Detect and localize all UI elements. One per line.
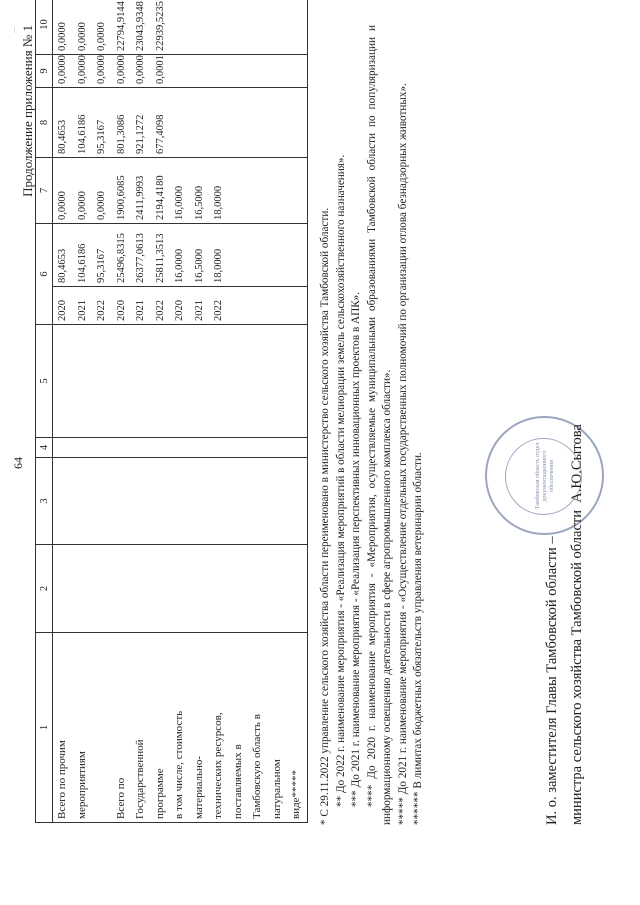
table-cell: 22939,5235 (151, 0, 171, 55)
table-cell (92, 458, 112, 545)
table-cell: 0,0000 (53, 158, 73, 224)
table-cell (268, 158, 288, 224)
table-cell (287, 438, 307, 458)
row-label: Тамбовскую область в (248, 633, 268, 823)
budget-table (35, 0, 308, 823)
table-cell (170, 0, 190, 55)
table-cell (287, 458, 307, 545)
footnote: * С 29.11.2022 управление сельского хозяйства области переименовано в министерство сельского хозяйства Тамбовской области. (319, 207, 331, 825)
table-cell (190, 55, 210, 88)
table-cell (170, 458, 190, 545)
table-cell (190, 325, 210, 438)
table-cell (268, 88, 288, 158)
signer-name: А.Ю.Сытова (569, 424, 585, 503)
table-cell (268, 438, 288, 458)
table-cell (248, 287, 268, 325)
table-cell (170, 545, 190, 633)
col-header: 2 (36, 545, 53, 633)
row-label: Всего по (112, 633, 132, 823)
table-cell (287, 287, 307, 325)
footnote: ****** В лимитах бюджетных обязательств управления ветеринарии области. (412, 452, 424, 825)
table-row (190, 0, 210, 823)
table-cell (92, 545, 112, 633)
row-label: Государственной (131, 633, 151, 823)
table-cell (229, 438, 249, 458)
table-cell (287, 88, 307, 158)
table-cell: 0,0000 (112, 55, 132, 88)
table-cell: 2021 (190, 287, 210, 325)
continuation-title: Продолжение приложения № 1 (20, 25, 35, 197)
table-cell: 0,0000 (73, 55, 93, 88)
table-cell (229, 545, 249, 633)
page-number: 64 (11, 457, 25, 469)
table-cell (248, 224, 268, 287)
table-cell (73, 545, 93, 633)
table-cell: 0,0000 (53, 0, 73, 55)
table-cell: 2022 (151, 287, 171, 325)
table-cell: 2022 (92, 287, 112, 325)
signer-position-line1: И. о. заместителя Главы Тамбовской области – (544, 536, 560, 825)
table-row (209, 0, 229, 823)
col-header: 3 (36, 458, 53, 545)
table-cell (170, 55, 190, 88)
table-cell (248, 458, 268, 545)
table-cell (287, 325, 307, 438)
table-row (287, 0, 307, 823)
table-cell (53, 545, 73, 633)
table-cell (248, 325, 268, 438)
row-label (92, 633, 112, 823)
table-cell (92, 438, 112, 458)
table-cell: 25496,8315 (112, 224, 132, 287)
table-cell: 0,0000 (131, 55, 151, 88)
table-cell (268, 55, 288, 88)
table-cell: 80,4653 (53, 88, 73, 158)
table-cell (209, 545, 229, 633)
table-cell (229, 0, 249, 55)
table-cell (268, 458, 288, 545)
table-cell: 2021 (73, 287, 93, 325)
table-cell: 18,0000 (209, 158, 229, 224)
table-row (92, 0, 112, 823)
row-label: виде***** (287, 633, 307, 823)
table-cell (151, 458, 171, 545)
table-cell (190, 458, 210, 545)
table-cell (131, 545, 151, 633)
row-label: натуральном (268, 633, 288, 823)
col-header: 1 (36, 633, 53, 823)
table-cell: 0,0000 (73, 158, 93, 224)
col-header: 10 (36, 0, 53, 55)
table-cell (170, 438, 190, 458)
table-cell (209, 55, 229, 88)
table-cell: 0,0001 (151, 55, 171, 88)
table-cell: 2020 (53, 287, 73, 325)
table-cell: 16,5000 (190, 158, 210, 224)
table-cell (229, 287, 249, 325)
table-cell: 2021 (131, 287, 151, 325)
table-cell: 2411,9993 (131, 158, 151, 224)
table-row (112, 0, 132, 823)
table-cell (112, 545, 132, 633)
footnotes (318, 25, 427, 825)
table-row (151, 0, 171, 823)
table-cell: 95,3167 (92, 88, 112, 158)
table-cell (151, 545, 171, 633)
table-cell (209, 88, 229, 158)
table-cell (73, 325, 93, 438)
table-cell: 104,6186 (73, 88, 93, 158)
col-header: 5 (36, 325, 53, 438)
table-cell (131, 438, 151, 458)
col-header: 6 (36, 224, 53, 325)
table-cell (53, 438, 73, 458)
table-row (131, 0, 151, 823)
table-cell: 95,3167 (92, 224, 112, 287)
table-cell: 23043,9348 (131, 0, 151, 55)
table-cell (229, 55, 249, 88)
col-header: 8 (36, 88, 53, 158)
table-cell (112, 325, 132, 438)
table-body (53, 0, 308, 823)
table-cell (151, 438, 171, 458)
table-cell (190, 0, 210, 55)
table-row (229, 0, 249, 823)
table-cell (73, 458, 93, 545)
table-cell: 16,0000 (170, 158, 190, 224)
table-cell (268, 0, 288, 55)
table-cell (53, 458, 73, 545)
table-cell: 0,0000 (92, 158, 112, 224)
table-cell (131, 458, 151, 545)
table-cell: 0,0000 (92, 0, 112, 55)
table-cell: 0,0000 (73, 0, 93, 55)
table-cell (209, 458, 229, 545)
table-cell: 0,0000 (92, 55, 112, 88)
table-cell (268, 287, 288, 325)
table-cell (268, 545, 288, 633)
table-cell (151, 325, 171, 438)
table-row (170, 0, 190, 823)
table-cell: 2020 (112, 287, 132, 325)
table-cell (248, 158, 268, 224)
table-cell: 16,0000 (170, 224, 190, 287)
table-cell: 22794,9144 (112, 0, 132, 55)
footnote: *** До 2021 г. наименование мероприятия - «Реализация перспективных инновационных проектов в АПК». (350, 291, 362, 807)
table-cell: 921,1272 (131, 88, 151, 158)
table-cell (209, 0, 229, 55)
row-label: Всего по прочим (53, 633, 73, 823)
table-cell (229, 224, 249, 287)
table-cell (190, 438, 210, 458)
row-label: мероприятиям (73, 633, 93, 823)
row-label: технических ресурсов, (209, 633, 229, 823)
row-label: в том числе, стоимость (170, 633, 190, 823)
table-cell (190, 545, 210, 633)
row-label: программе (151, 633, 171, 823)
table-cell (248, 55, 268, 88)
table-cell (92, 325, 112, 438)
table-cell (248, 0, 268, 55)
table-cell (287, 545, 307, 633)
table-cell (268, 325, 288, 438)
table-cell (268, 224, 288, 287)
col-header: 7 (36, 158, 53, 224)
table-cell (248, 88, 268, 158)
table-cell: 26377,0613 (131, 224, 151, 287)
table-cell: 801,3086 (112, 88, 132, 158)
footnote: ***** До 2021 г. наименование мероприятия - «Осуществление отдельных государственных полномочий по организации отлова безнадзорных животных». (396, 83, 409, 825)
table-cell (287, 158, 307, 224)
table-cell (112, 438, 132, 458)
table-cell (229, 325, 249, 438)
table-cell (209, 438, 229, 458)
table-cell (287, 224, 307, 287)
table-cell (287, 0, 307, 55)
table-row (268, 0, 288, 823)
table-cell (287, 55, 307, 88)
table-cell (229, 458, 249, 545)
stamp-text: Тамбовская область отдел документационного обеспечения (535, 442, 555, 510)
table-row (53, 0, 73, 823)
table-cell (73, 438, 93, 458)
table-cell (112, 458, 132, 545)
signer-position-line2: министра сельского хозяйства Тамбовской области (569, 509, 585, 825)
header-row (36, 0, 53, 823)
table-row (73, 0, 93, 823)
table-cell (248, 438, 268, 458)
table-cell (53, 325, 73, 438)
table-cell (190, 88, 210, 158)
table-cell (209, 325, 229, 438)
table-cell (131, 325, 151, 438)
table-cell (170, 88, 190, 158)
col-header: 9 (36, 55, 53, 88)
table-cell: 1900,6085 (112, 158, 132, 224)
footnote: **** До 2020 г. наименование мероприятия - «Мероприятия, осуществляемые муниципальными образованиями Тамбовской области по популяризации и информационному освещению деятельности в сфере агропромышленного комплекса области». (365, 25, 393, 825)
table-cell: 2194,4180 (151, 158, 171, 224)
table-cell (248, 545, 268, 633)
table-cell (229, 88, 249, 158)
col-header: 4 (36, 438, 53, 458)
table-cell: 25811,3513 (151, 224, 171, 287)
table-cell: 16,5000 (190, 224, 210, 287)
table-cell: 2022 (209, 287, 229, 325)
table-cell: 0,0000 (53, 55, 73, 88)
footnote: ** До 2022 г. наименование мероприятия - «Реализация мероприятий в области мелиорации земель сельскохозяйственного назначения». (334, 154, 347, 807)
table-cell: 2020 (170, 287, 190, 325)
signature-block (540, 424, 590, 825)
table-cell (229, 158, 249, 224)
table-cell: 18,0000 (209, 224, 229, 287)
table-cell: 80,4653 (53, 224, 73, 287)
table-cell (170, 325, 190, 438)
corner-mark: ... (8, 27, 17, 33)
table-row (248, 0, 268, 823)
row-label: материально- (190, 633, 210, 823)
row-label: поставляемых в (229, 633, 249, 823)
table-cell: 677,4098 (151, 88, 171, 158)
table-cell: 104,6186 (73, 224, 93, 287)
